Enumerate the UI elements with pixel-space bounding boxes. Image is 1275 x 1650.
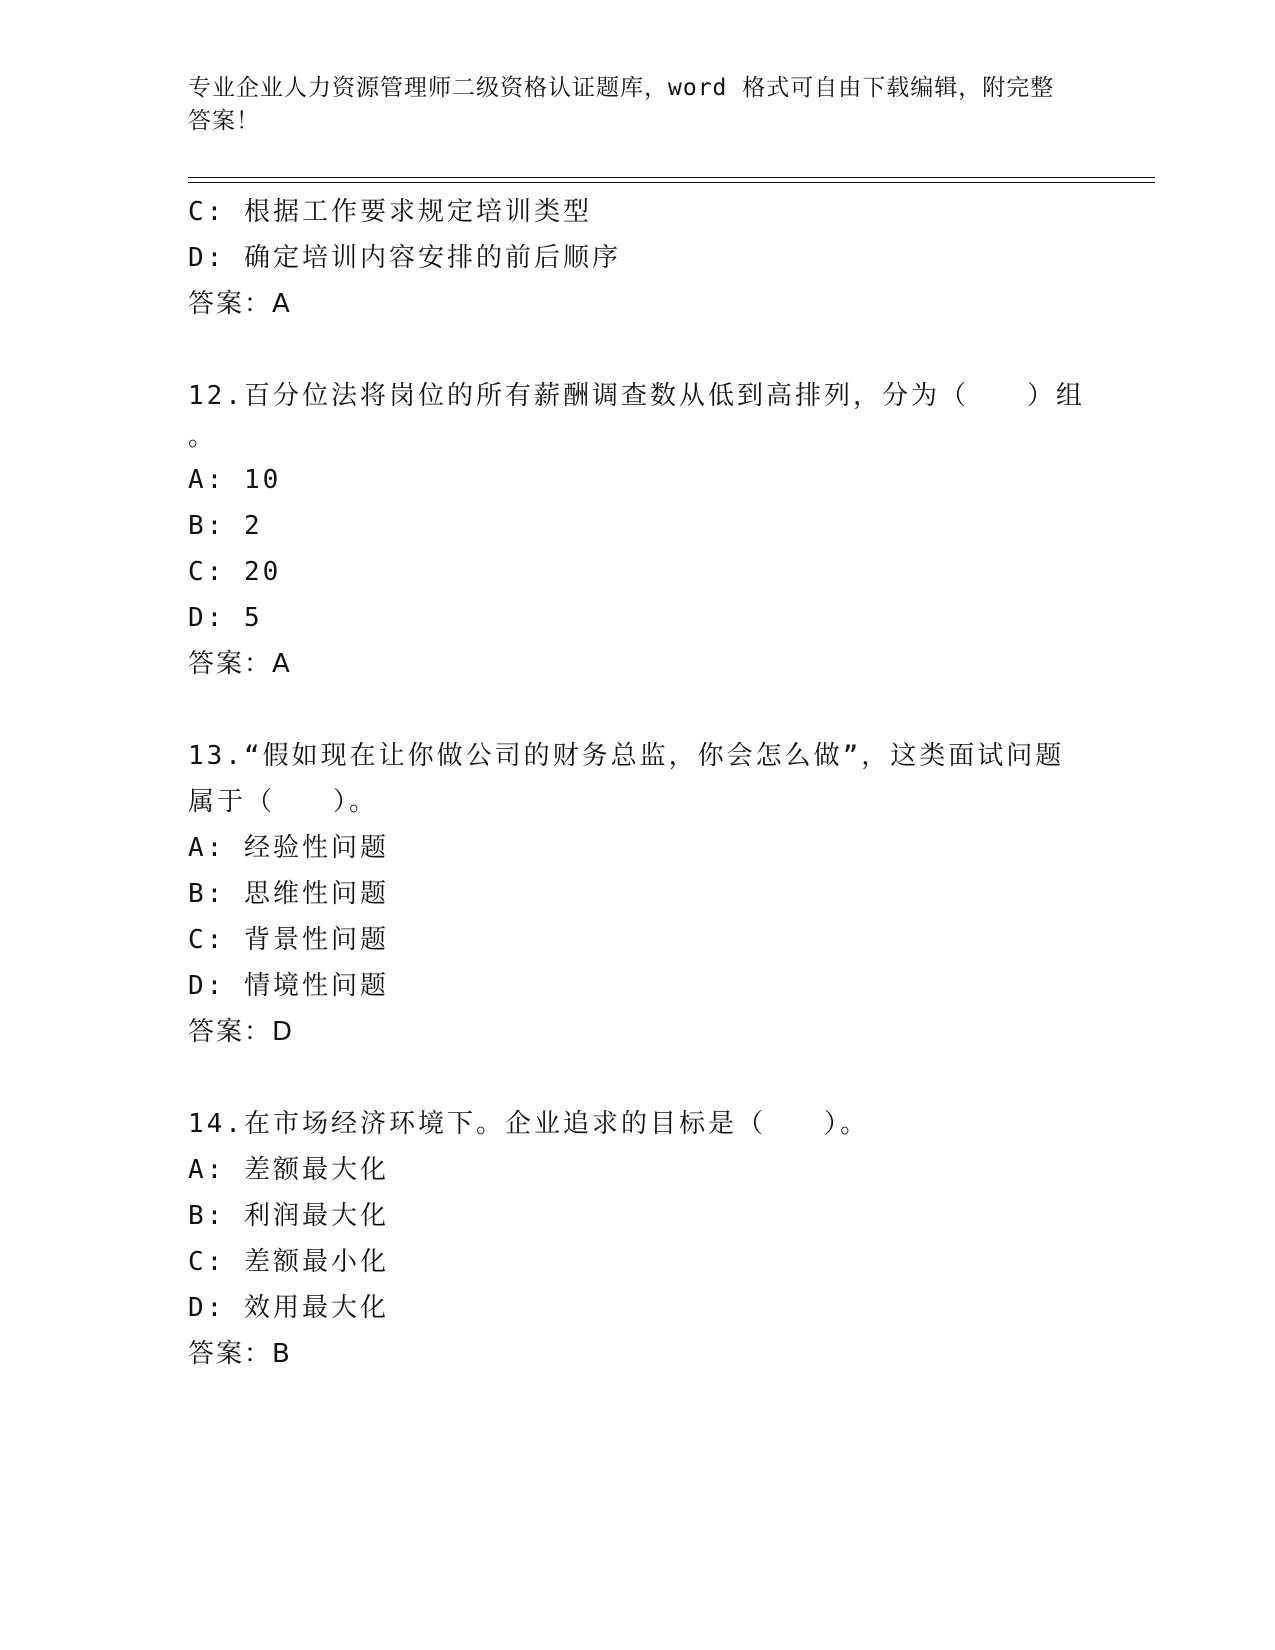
- header-line-1: 专业企业人力资源管理师二级资格认证题库，word 格式可自由下载编辑，附完整: [188, 75, 1055, 101]
- option-a: A: 经验性问题: [188, 833, 389, 863]
- question-stem: [188, 1101, 1088, 1147]
- header-line-2: 答案！: [188, 108, 260, 134]
- header-rule-top: [188, 177, 1155, 178]
- option-a: A: 差额最大化: [188, 1155, 389, 1185]
- question-stem-line-1: 14.在市场经济环境下。企业追求的目标是（ ）。: [188, 1109, 869, 1139]
- option-c: C: 20: [188, 557, 282, 587]
- answer: 答案：A: [188, 289, 292, 319]
- document-header: [188, 72, 1078, 138]
- option-d: D: 情境性问题: [188, 971, 389, 1001]
- option-b: B: 2: [188, 511, 263, 541]
- question-stem-line-2: 。: [188, 422, 218, 452]
- question-14: [188, 1101, 1088, 1377]
- question-12: [188, 373, 1088, 687]
- answer: 答案：B: [188, 1339, 292, 1369]
- question-stem-line-1: 13.“假如现在让你做公司的财务总监，你会怎么做”，这类面试问题: [188, 741, 1065, 771]
- answer: 答案：A: [188, 649, 292, 679]
- option-c: C: 根据工作要求规定培训类型: [188, 197, 592, 227]
- option-d: D: 效用最大化: [188, 1293, 389, 1323]
- option-c: C: 背景性问题: [188, 925, 389, 955]
- question-stem-line-2: 属于（ ）。: [188, 787, 379, 817]
- question-13: [188, 733, 1088, 1055]
- option-d: D: 确定培训内容安排的前后顺序: [188, 243, 621, 273]
- option-a: A: 10: [188, 465, 282, 495]
- option-d: D: 5: [188, 603, 263, 633]
- question-stem: [188, 733, 1088, 825]
- question-stem: [188, 373, 1088, 457]
- question-stem-line-1: 12.百分位法将岗位的所有薪酬调查数从低到高排列，分为（ ）组: [188, 381, 1085, 411]
- option-b: B: 思维性问题: [188, 879, 389, 909]
- question-list: [188, 189, 1088, 1377]
- answer: 答案：D: [188, 1017, 295, 1047]
- header-rule-bottom: [188, 182, 1155, 183]
- question-11-continued: [188, 189, 1088, 327]
- option-b: B: 利润最大化: [188, 1201, 389, 1231]
- option-c: C: 差额最小化: [188, 1247, 389, 1277]
